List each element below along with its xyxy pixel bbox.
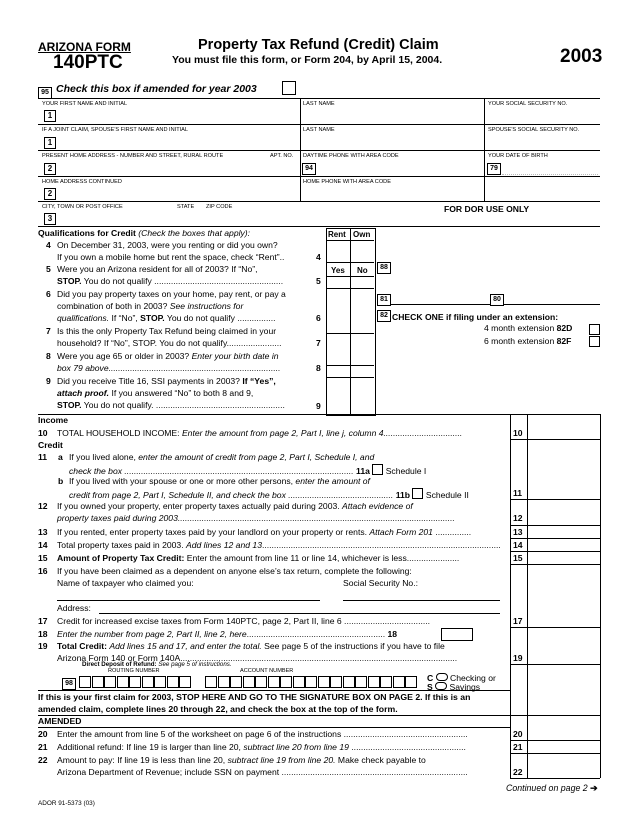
box-1: 1	[44, 110, 56, 122]
ext4-checkbox[interactable]	[589, 324, 600, 335]
digit-cell[interactable]	[79, 676, 91, 688]
digit-cell[interactable]	[154, 676, 166, 688]
zip-label: ZIP CODE	[206, 204, 233, 210]
qual-line-9: 9	[316, 401, 321, 411]
city-label: CITY, TOWN OR POST OFFICE	[42, 204, 123, 210]
first-name-field[interactable]	[58, 108, 296, 122]
form-id: ADOR 91-5373 (03)	[38, 800, 95, 807]
dob-label: YOUR DATE OF BIRTH	[488, 153, 548, 159]
last-name-label: LAST NAME	[303, 101, 335, 107]
box-2: 2	[44, 163, 56, 175]
digit-cell[interactable]	[305, 676, 317, 688]
income-heading: Income	[38, 415, 69, 425]
ext6-checkbox[interactable]	[589, 336, 600, 347]
qual-line-4: 4	[316, 252, 321, 262]
credit-heading: Credit	[38, 440, 63, 450]
extension-heading: CHECK ONE if filing under an extension:	[392, 312, 559, 322]
first-name-label: YOUR FIRST NAME AND INITIAL	[42, 101, 128, 107]
account-number-field[interactable]	[205, 676, 422, 689]
schedule-i-checkbox[interactable]	[372, 464, 383, 475]
box-3: 3	[44, 213, 56, 225]
spouse-first-name-label: IF A JOINT CLAIM, SPOUSE'S FIRST NAME AND INITIAL	[42, 127, 189, 133]
digit-cell[interactable]	[129, 676, 141, 688]
digit-cell[interactable]	[380, 676, 392, 688]
digit-cell[interactable]	[218, 676, 230, 688]
box-82: 82	[377, 310, 391, 322]
digit-cell[interactable]	[268, 676, 280, 688]
schedule-ii-checkbox[interactable]	[412, 488, 423, 499]
digit-cell[interactable]	[343, 676, 355, 688]
stop-note: If this is your first claim for 2003, STOP HERE AND GO TO THE SIGNATURE BOX ON PAGE 2. If this is an amended claim, complete lines 20 through 22, and check the box at the top of the form.	[38, 692, 471, 714]
digit-cell[interactable]	[142, 676, 154, 688]
digit-cell[interactable]	[179, 676, 191, 688]
amended-checkbox[interactable]	[282, 81, 296, 95]
digit-cell[interactable]	[355, 676, 367, 688]
col-yes: Yes	[331, 266, 345, 275]
routing-label: ROUTING NUMBER	[108, 668, 160, 674]
arrow-right-icon: ➔	[590, 783, 598, 793]
qual-line-8: 8	[316, 363, 321, 373]
box-80: 80	[490, 294, 504, 306]
digit-cell[interactable]	[92, 676, 104, 688]
form-number: 140PTC	[53, 52, 123, 73]
spouse-last-name-label: LAST NAME	[303, 127, 335, 133]
spouse-ssn-label: SPOUSE'S SOCIAL SECURITY NO.	[488, 127, 580, 133]
digit-cell[interactable]	[318, 676, 330, 688]
checking-radio[interactable]	[436, 673, 448, 681]
box-95: 95	[38, 87, 52, 99]
amended-label: Check this box if amended for year 2003	[56, 83, 257, 95]
tax-year: 2003	[560, 46, 603, 67]
box-79: 79	[487, 163, 501, 175]
state-label: STATE	[177, 204, 195, 210]
qual-line-7: 7	[316, 338, 321, 348]
digit-cell[interactable]	[330, 676, 342, 688]
digit-cell[interactable]	[293, 676, 305, 688]
box-2b: 2	[44, 188, 56, 200]
routing-number-field[interactable]	[79, 676, 199, 689]
qualification-grid	[326, 228, 376, 416]
digit-cell[interactable]	[243, 676, 255, 688]
digit-cell[interactable]	[255, 676, 267, 688]
digit-cell[interactable]	[205, 676, 217, 688]
dor-use-label: FOR DOR USE ONLY	[444, 204, 530, 214]
col-no: No	[357, 266, 368, 275]
box-94: 94	[302, 163, 316, 175]
digit-cell[interactable]	[393, 676, 405, 688]
direct-deposit-label: Direct Deposit of Refund:	[82, 661, 157, 668]
box-98: 98	[62, 678, 76, 690]
digit-cell[interactable]	[230, 676, 242, 688]
digit-cell[interactable]	[368, 676, 380, 688]
box-88: 88	[377, 262, 391, 274]
address-label: PRESENT HOME ADDRESS - NUMBER AND STREET, RURAL ROUTE	[42, 153, 224, 159]
continued-label: Continued on page 2	[506, 783, 588, 793]
amended-heading: AMENDED	[38, 716, 82, 726]
col-own: Own	[353, 230, 371, 239]
col-rent: Rent	[328, 230, 346, 239]
apt-label: APT. NO.	[270, 153, 294, 159]
line-18-field[interactable]	[441, 628, 473, 641]
dob-field[interactable]	[502, 162, 598, 175]
ssn-label: YOUR SOCIAL SECURITY NO.	[488, 101, 568, 107]
qual-line-6: 6	[316, 313, 321, 323]
digit-cell[interactable]	[280, 676, 292, 688]
form-subtitle: You must file this form, or Form 204, by April 15, 2004.	[172, 54, 443, 66]
account-label: ACCOUNT NUMBER	[240, 668, 294, 674]
qualifications-note: (Check the boxes that apply):	[138, 228, 251, 238]
digit-cell[interactable]	[167, 676, 179, 688]
home-phone-label: HOME PHONE WITH AREA CODE	[303, 179, 391, 185]
digit-cell[interactable]	[117, 676, 129, 688]
address-cont-label: HOME ADDRESS CONTINUED	[42, 179, 122, 185]
digit-cell[interactable]	[104, 676, 116, 688]
form-title: Property Tax Refund (Credit) Claim	[198, 37, 439, 53]
box-1b: 1	[44, 137, 56, 149]
qualifications-heading: Qualifications for Credit	[38, 228, 136, 238]
qual-line-5: 5	[316, 276, 321, 286]
digit-cell[interactable]	[405, 676, 417, 688]
box-81: 81	[377, 294, 391, 306]
day-phone-label: DAYTIME PHONE WITH AREA CODE	[303, 153, 399, 159]
savings-radio[interactable]	[435, 682, 447, 690]
state-form-label: ARIZONA FORM	[38, 40, 131, 54]
